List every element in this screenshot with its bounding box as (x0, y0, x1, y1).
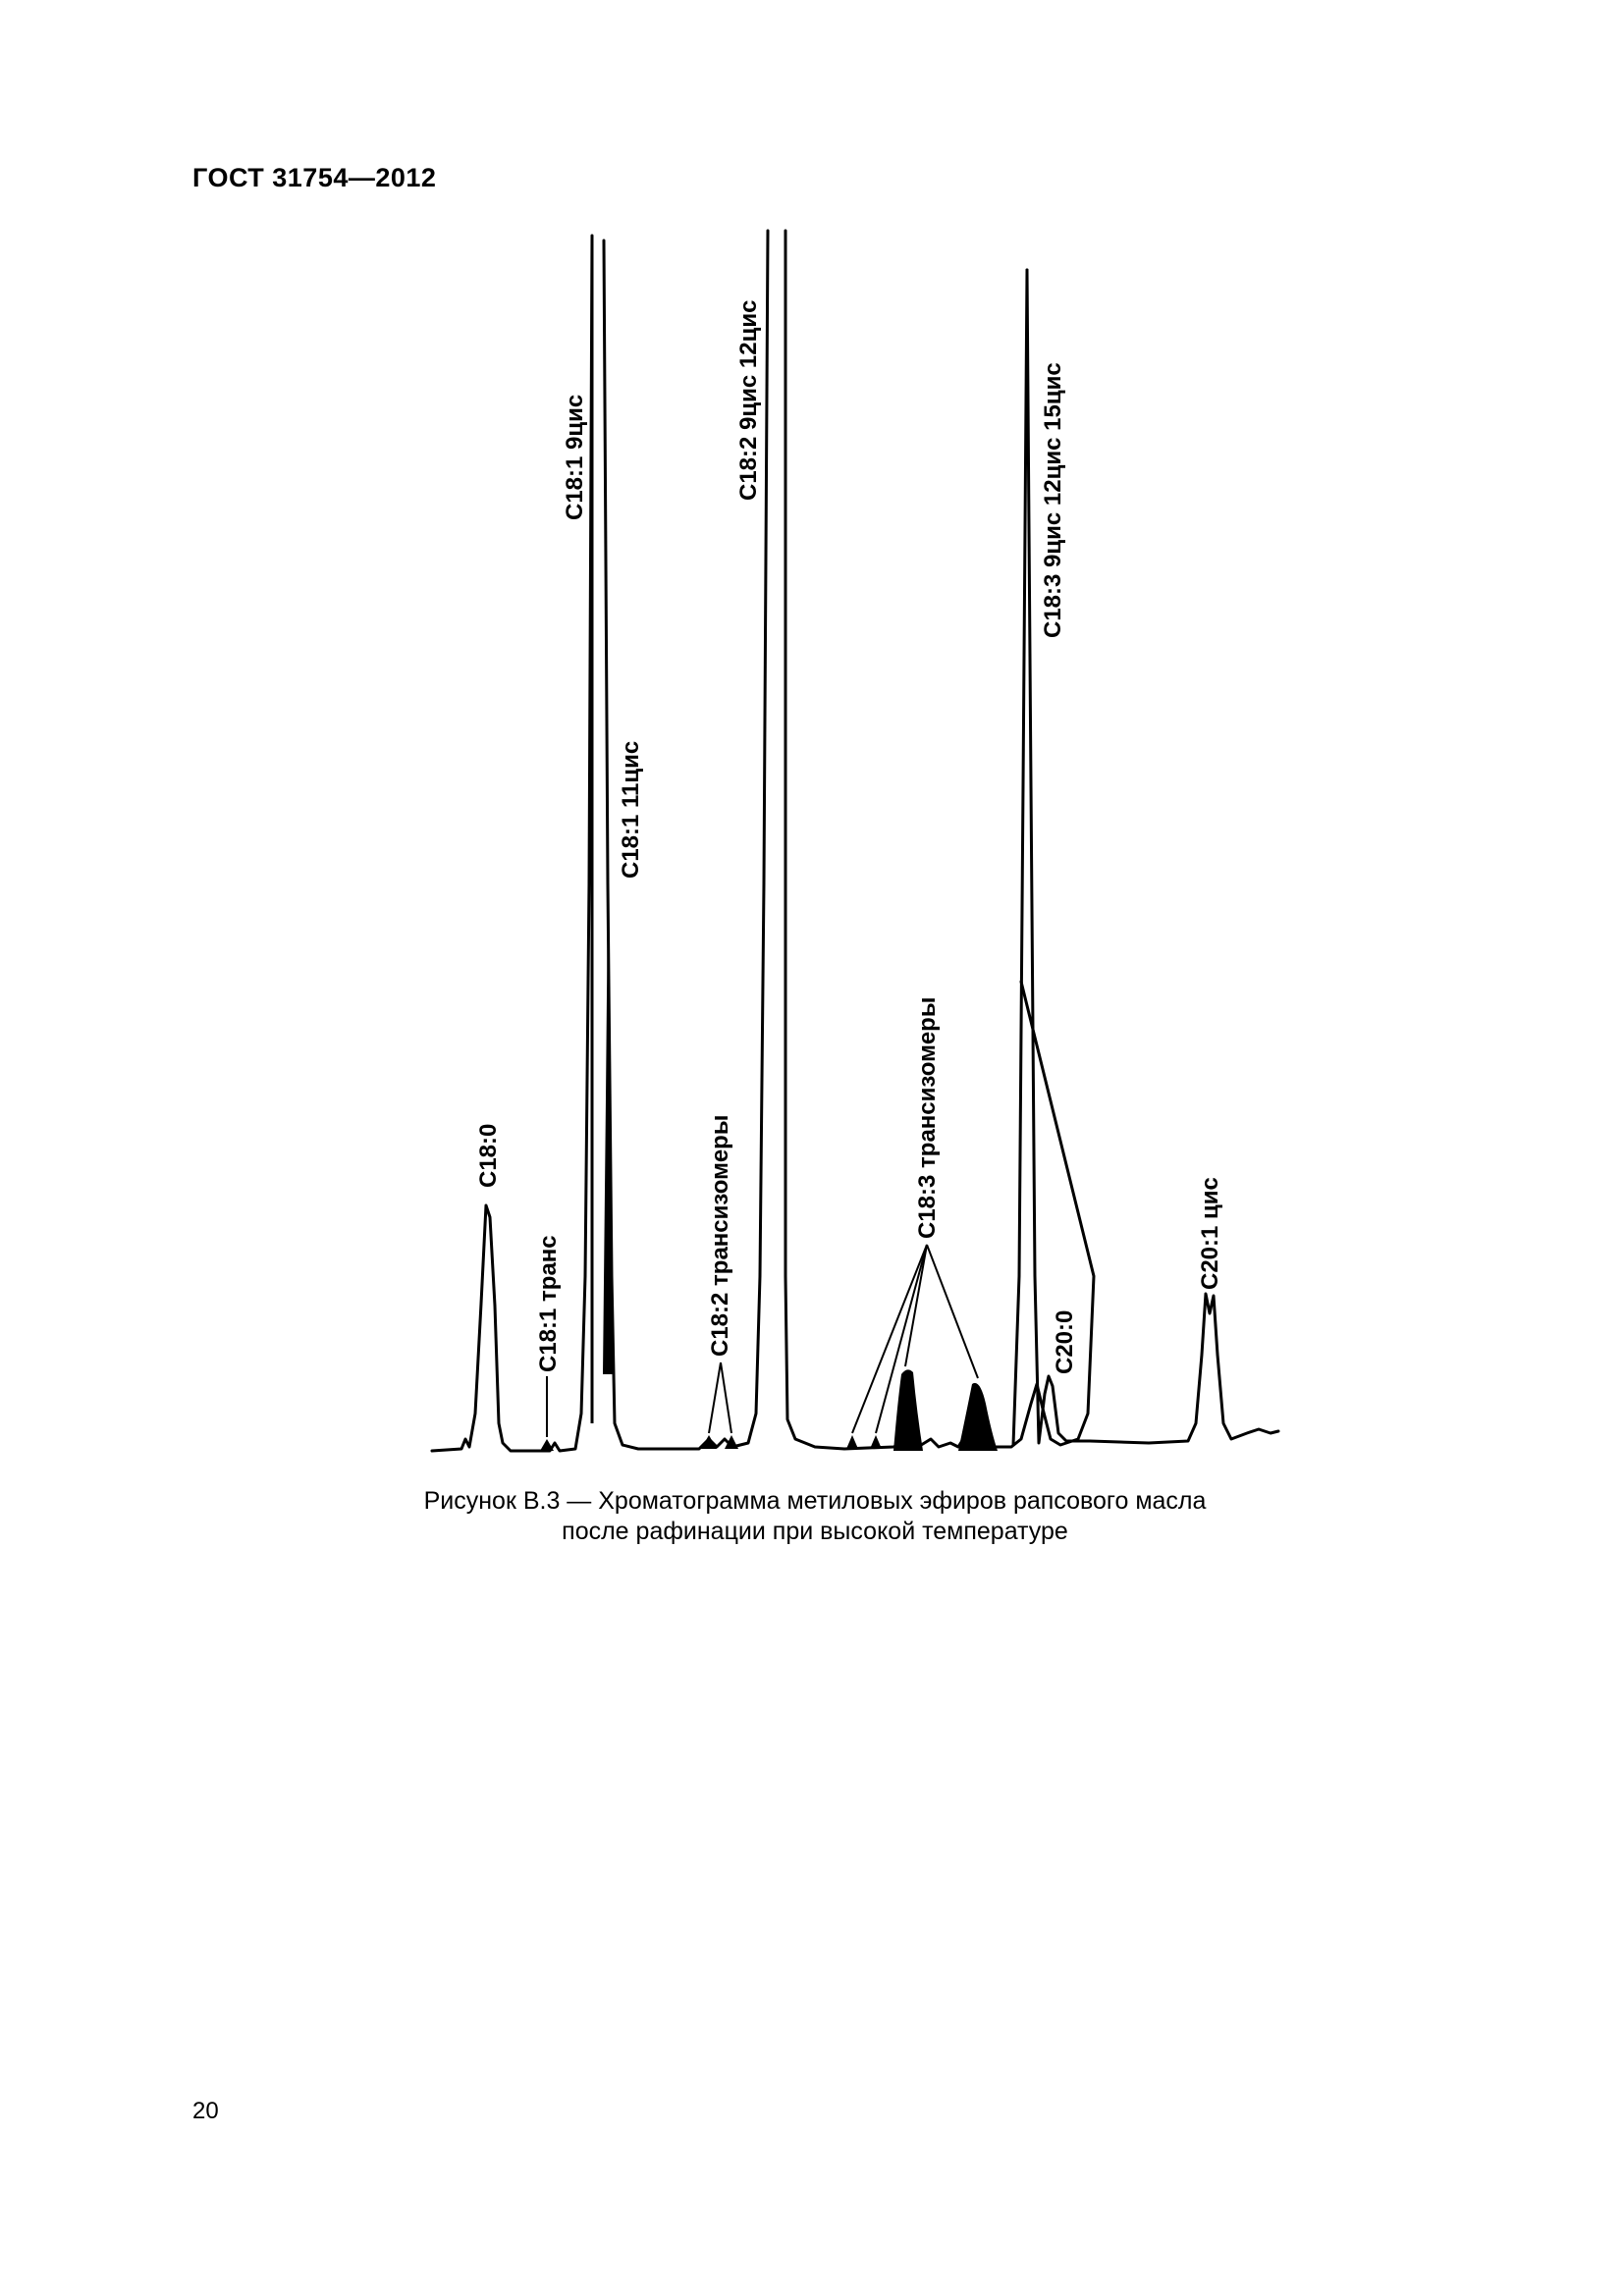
peak-label-c18-3-9cis12cis15cis: C18:3 9цис 12цис 15цис (1040, 362, 1066, 638)
peak-label-c18-3-trans: C18:3 трансизомеры (914, 996, 941, 1239)
trace-segment-4 (1013, 270, 1027, 1445)
peak-c18-3-trans-1 (846, 1435, 858, 1449)
peak-label-c20-1-cis: C20:1 цис (1197, 1177, 1223, 1290)
peak-c18-3-trans-4 (958, 1383, 998, 1451)
page-number: 20 (192, 2098, 219, 2124)
peak-c18-3-trans-3 (893, 1369, 923, 1451)
peak-label-c18-1-9cis: C18:1 9цис (562, 394, 588, 520)
figure-caption-line1: Рисунок В.3 — Хроматограмма метиловых эфиров рапсового масла (423, 1487, 1207, 1515)
figure-caption (373, 1486, 1257, 1547)
document-header: ГОСТ 31754—2012 (192, 163, 437, 192)
peak-c18-2-trans-1 (701, 1435, 717, 1449)
peak-c18-3-trans-2 (870, 1435, 882, 1449)
leader-c18-2-trans-a (709, 1362, 721, 1433)
peak-c18-1-trans (540, 1439, 554, 1451)
peak-label-c18-1-11cis: C18:1 11цис (618, 740, 644, 879)
peak-c18-1-11cis (603, 893, 614, 1374)
peak-label-c18-2-trans: C18:2 трансизомеры (707, 1114, 733, 1357)
peak-label-c18-1-trans: C18:1 транс (535, 1235, 562, 1372)
peak-label-c18-2-9cis12cis: C18:2 9цис 12цис (735, 299, 762, 501)
leader-c18-3-trans-c (905, 1245, 927, 1366)
peak-label-c18-0: C18:0 (475, 1123, 502, 1188)
peak-label-c20-0: C20:0 (1052, 1309, 1078, 1374)
leader-c18-2-trans-b (721, 1362, 731, 1433)
leader-c18-3-trans-d (927, 1245, 978, 1378)
figure-caption-line2: после рафинации при высокой температуре (562, 1518, 1068, 1545)
